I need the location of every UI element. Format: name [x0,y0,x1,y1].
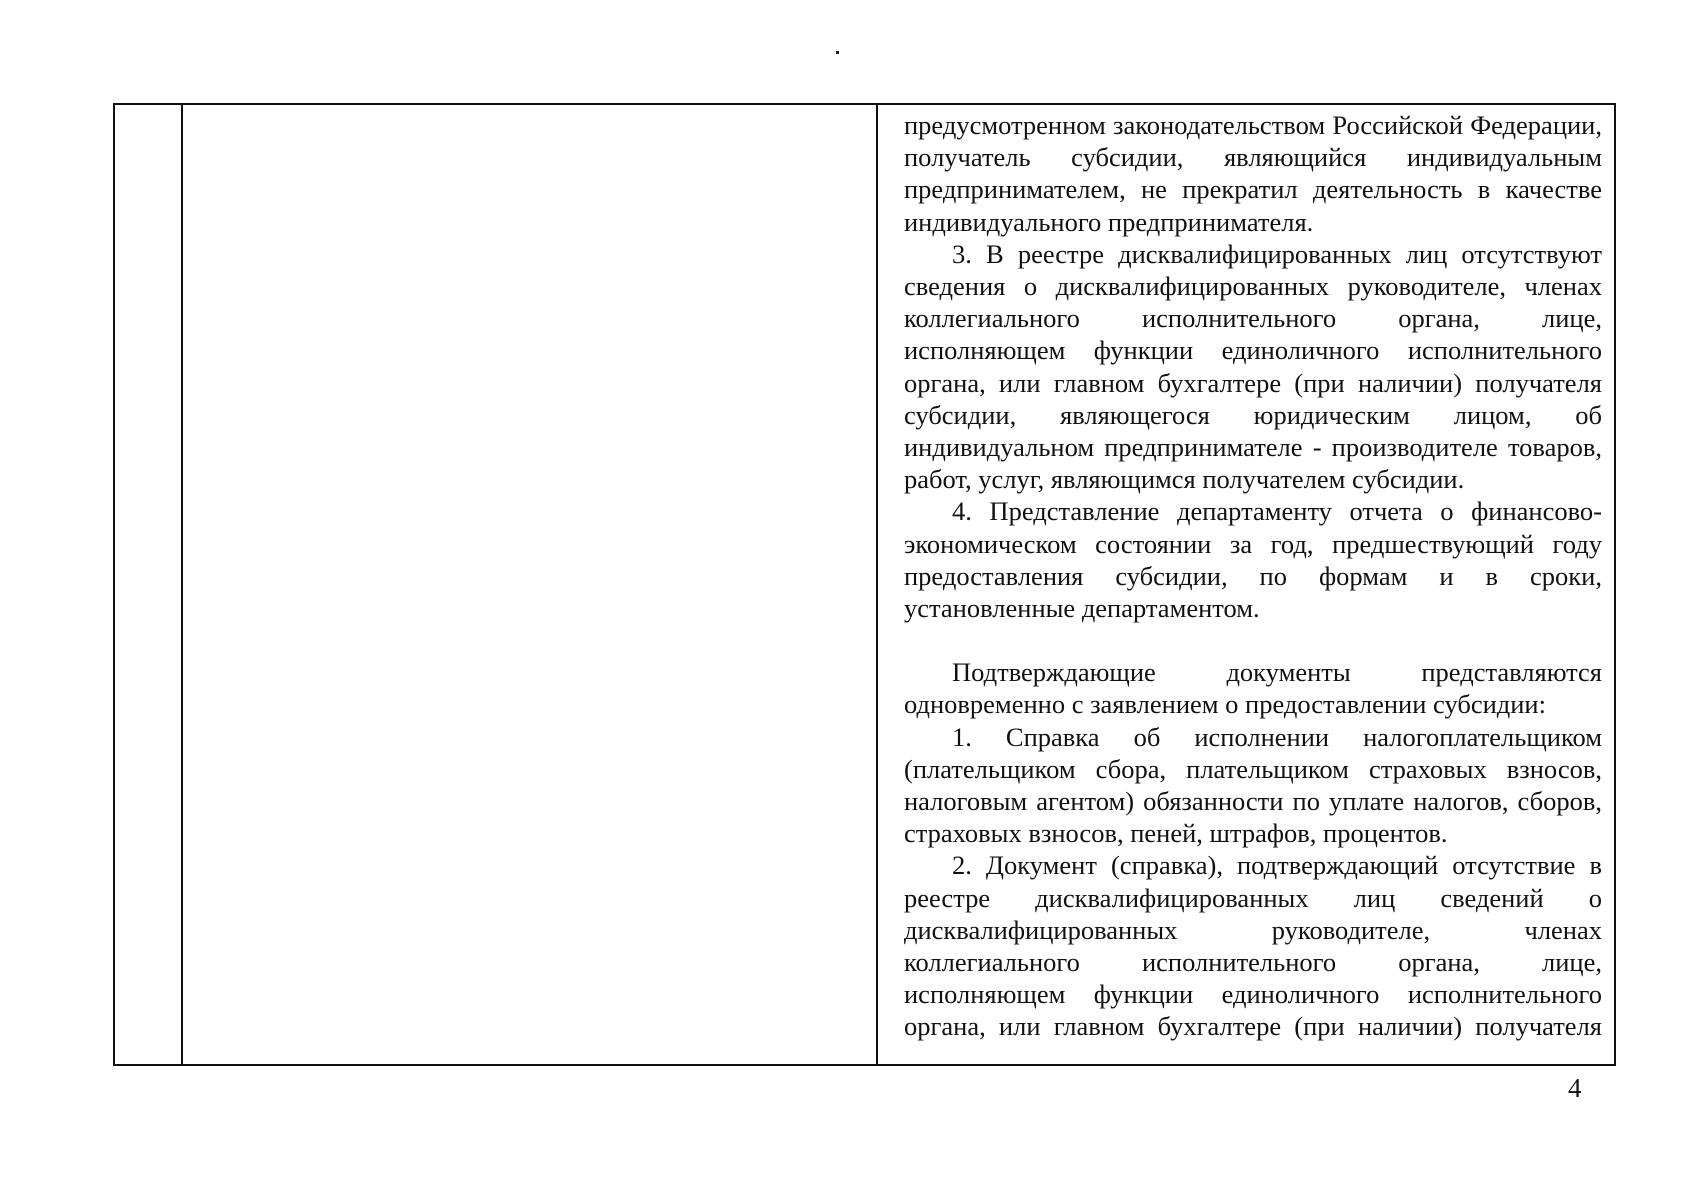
scan-artifact-dot [836,51,839,54]
paragraph-item-3: 3. В реестре дисквалифицированных лиц отсутствуют сведения о дисквалифицированных руководителе, членах коллегиального исполнительного органа, лице, исполняющем функции единоличного исполнительного органа, или главном бухгалтере (при наличии) получателя субсидии, являющегося юридическим лицом, об индивидуальном предпринимателе - производителе товаров, работ, услуг, являющимся получателем субсидии. [904,238,1602,495]
paragraph-item-4: 4. Представление департаменту отчета о финансово-экономическом состоянии за год, предшествующий году предоставления субсидии, по формам и в сроки, установленные департаментом. [904,496,1602,624]
table-column-divider-2 [876,105,878,1064]
paragraph-continuation: предусмотренном законодательством Российской Федерации, получатель субсидии, являющийся индивидуальным предпринимателем, не прекратил деятельность в качестве индивидуального предпринимателя. [904,110,1602,237]
page-number: 4 [1568,1073,1582,1103]
paragraph-supporting-docs-intro: Подтверждающие документы представляются одновременно с заявлением о предоставлении субсидии: [904,657,1602,720]
table-cell-requirements [894,105,1614,1064]
paragraph-doc-2: 2. Документ (справка), подтверждающий отсутствие в реестре дисквалифицированных лиц сведений о дисквалифицированных руководителе, членах коллегиального исполнительного органа, лице, исполняющем функции единоличного исполнительного органа, или главном бухгалтере (при наличии) получателя [904,850,1602,1042]
paragraph-gap [904,624,1602,656]
paragraph-doc-1: 1. Справка об исполнении налогоплательщиком (плательщиком сбора, плательщиком страховых взносов, налоговым агентом) обязанности по уплате налогов, сборов, страховых взносов, пеней, штрафов, процентов. [904,721,1602,849]
document-table [113,103,1616,1066]
table-column-divider-1 [181,105,183,1064]
